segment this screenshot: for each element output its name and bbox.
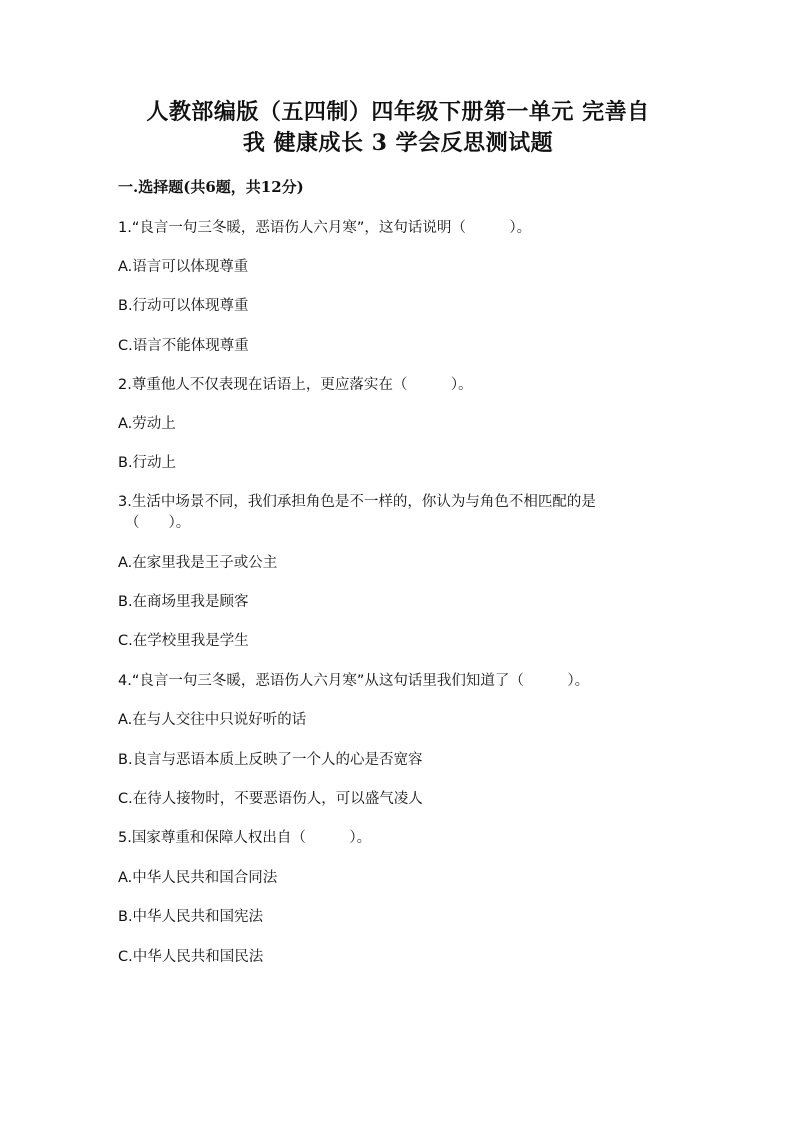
question-5-stem: 5.国家尊重和保障人权出自（ ）。 <box>118 830 372 846</box>
section-heading: 一.选择题(共6题，共12分) <box>118 178 304 196</box>
question-5-option-a: A.中华人民共和国合同法 <box>118 870 278 886</box>
question-1-option-a: A.语言可以体现尊重 <box>118 259 249 275</box>
question-3-option-b: B.在商场里我是顾客 <box>118 594 249 610</box>
question-3-option-c: C.在学校里我是学生 <box>118 633 249 649</box>
question-1-stem: 1.“良言一句三冬暖，恶语伤人六月寒”，这句话说明（ ）。 <box>118 220 532 236</box>
document-title-line-1: 人教部编版（五四制）四年级下册第一单元 完善自 <box>146 99 650 125</box>
question-3-stem-continuation: （ ）。 <box>125 515 191 531</box>
question-1-option-c: C.语言不能体现尊重 <box>118 338 249 354</box>
question-3-option-a: A.在家里我是王子或公主 <box>118 555 278 571</box>
question-2-stem: 2.尊重他人不仅表现在话语上，更应落实在（ ）。 <box>118 377 473 393</box>
document-title-line-2: 我 健康成长 3 学会反思测试题 <box>242 130 554 156</box>
question-3-stem: 3.生活中场景不同，我们承担角色是不一样的，你认为与角色不相匹配的是 <box>118 494 596 510</box>
question-5-option-b: B.中华人民共和国宪法 <box>118 909 264 925</box>
question-4-option-b: B.良言与恶语本质上反映了一个人的心是否宽容 <box>118 752 423 768</box>
question-4-stem: 4.“良言一句三冬暖，恶语伤人六月寒”从这句话里我们知道了（ ）。 <box>118 673 590 689</box>
question-1-option-b: B.行动可以体现尊重 <box>118 298 249 314</box>
question-2-option-b: B.行动上 <box>118 455 177 471</box>
question-5-option-c: C.中华人民共和国民法 <box>118 949 264 965</box>
question-4-option-c: C.在待人接物时，不要恶语伤人，可以盛气凌人 <box>118 791 423 807</box>
question-2-option-a: A.劳动上 <box>118 416 176 432</box>
question-4-option-a: A.在与人交往中只说好听的话 <box>118 712 307 728</box>
